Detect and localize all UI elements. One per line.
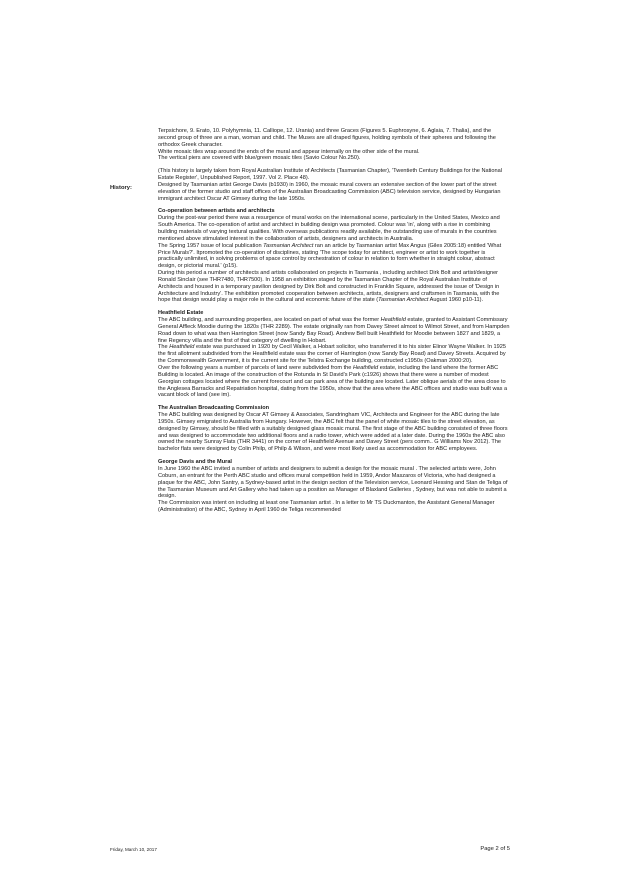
- section-heading: The Australian Broadcasting Commission: [158, 405, 270, 412]
- section-paragraph: Over the following years a number of parcels of land were subdivided from the Heathfield estate, including the land where the former ABC Building is located. An image of the construction of the Rotunda in St David's Park (c1926) shows that there were a number of modest Georgian cottages located where the current forecourt and car park area of the building are located. Later oblique aerials of the area close to the Anglesea Barracks and Repatriation hospital, dating from the 1950s, show that the area where the ABC offices and studio was built was a vacant block of land (see im).: [158, 365, 508, 399]
- section-paragraph: During this period a number of architects and artists collaborated on projects in Tasmania , including architect Dirk Bolt and artist/designer Ronald Sinclair (see THR7480, THR7500). In 1958 an exhibition staged by the Tasmanian Chapter of the Royal Australian Institute of Architects and housed in a temporary pavilion designed by Dirk Bolt and constructed in Franklin Square, addressed the issue of 'Design in Architecture and Industry'. The exhibition promoted cooperation between architects, artists, designers and craftsmen in Tasmania, with the hope that design would play a major role in the cultural and economic future of the state (Tasmanian Architect August 1960 p10-11).: [158, 270, 500, 304]
- section-heading: Heathfield Estate: [158, 310, 204, 317]
- section-paragraph: The Heathfield estate was purchased in 1920 by Cecil Walker, a Hobart solicitor, who transferred it to his sister Elinor Wayne Walker. In 1925 the first allotment subdivided from the Heathfield estate was the corner of Harrington (now Sandy Bay Road) and Davey Streets. Acquired by the Commonwealth Government, it is the current site for the Telstra Exchange building, constructed c1950s (Oakman 2000:20).: [158, 344, 506, 365]
- history-paragraph: (This history is largely taken from Royal Australian Institute of Architects (Tasmanian Chapter), 'Twentieth Century Buildings for the National Estate Register', Unpublished Report, 1997. Vol 2. Place 48).: [158, 168, 502, 182]
- section-paragraph: During the post-war period there was a resurgence of mural works on the international scene, particularly in the United States, Mexico and South America. The co-operation of artist and architect in building design was promoted. Colour was 'in', along with a rise in combining building materials of varying textural qualities. With overseas publications readily available, the outstanding use of murals in the countries mentioned above stimulated interest in the collaboration of artists, designers and architects in Australia.: [158, 215, 500, 242]
- section-paragraph: The ABC building, and surrounding properties, are located on part of what was the former Heathfield estate, granted to Assistant Commissary General Affleck Moodie during the 1820s (THR 2289). The estate originally ran from Davey Street almost to Wilmot Street, and from Hampden Road down to what was then Harrington Street (now Sandy Bay Road). Andrew Bell built Heathfield for Moodie between 1827 and 1829, a fine Regency villa and the first of that category of dwelling in Hobart.: [158, 317, 510, 344]
- section-paragraph: The Commission was intent on including at least one Tasmanian artist . In a letter to Mr TS Duckmanton, the Assistant General Manager (Administration) of the ABC, Sydney in April 1960 de Teliga recommended: [158, 500, 495, 514]
- history-paragraph: Designed by Tasmanian artist George Davis (b1930) in 1960, the mosaic mural covers an extensive section of the lower part of the street elevation of the former studio and staff offices of the Australian Broadcasting Commission (ABC) television service, designed by Hungarian immigrant architect Oscar AT Gimsey during the late 1950s.: [158, 181, 501, 202]
- document-body: [158, 128, 510, 514]
- intro-paragraph: White mosaic tiles wrap around the ends of the mural and appear internally on the other side of the mural.: [158, 148, 420, 155]
- intro-paragraph: The vertical piers are covered with blue/green mosaic tiles (Savio Colour No.250).: [158, 155, 361, 162]
- history-label: History:: [110, 185, 132, 191]
- section-paragraph: In June 1960 the ABC invited a number of artists and designers to submit a design for the mosaic mural . The selected artists were, John Coburn, an entrant for the Perth ABC studio and offices mural competition held in 1959, Andor Maszaros of Victoria, who had designed a plaque for the ABC, John Santry, a Sydney-based artist in the design section of the Television service, Leonard Hessing and Stan de Teliga of the Tasmanian Museum and Art Gallery who had taken up a position as Manager of Blaxland Galleries , Sydney, but was not able to submit a design.: [158, 465, 508, 500]
- footer-page-number: Page 2 of 5: [480, 846, 510, 852]
- section-heading: George Davis and the Mural: [158, 459, 232, 466]
- section-paragraph: The ABC building was designed by Oscar AT Gimsey & Associates, Sandringham VIC, Architects and Engineer for the ABC during the late 1950s. Gimsey emigrated to Australia from Hungary. However, the ABC felt that the panel of white mosaic tiles to the street elevation, as designed by Gimsey, should be filled with a suitably designed glass mosaic mural. The first stage of the ABC building consisted of three floors and was designed to accommodate two additional floors and a radio tower, which were added at a later date. During the 1960s the ABC also owned the nearby Sunray Flats (THR 3441) on the corner of Heathfield Avenue and Davey Street (pers comm.. G Williams Nov 2012). The bachelor flats were designed by Colin Philp, of Philp & Wilson, and were most likely used as accommodation for ABC employees.: [158, 412, 508, 453]
- footer-date: Friday, March 10, 2017: [110, 847, 157, 852]
- section-heading: Co-operation between artists and architects: [158, 208, 275, 215]
- intro-paragraph: Terpsichore, 9. Erato, 10. Polyhymnia, 11. Calliope, 12. Urania) and three Graces (Figures 5. Euphrosyne, 6. Aglaia, 7. Thalia), and the second group of three are a man, woman and child. The Muses are all draped figures, holding symbols of their spheres and following the orthodox Greek character.: [158, 128, 496, 148]
- section-paragraph: The Spring 1957 issue of local publication Tasmanian Architect ran an article by Tasmanian artist Max Angus (Giles 2005:18) entitled 'What Price Murals?'. Itpromoted the co-operation of disciplines, stating 'The scope today for architect, engineer or artist to work together is practically unlimited, in solving problems of space control by orchestration of colour in relation to form whether in straight colour, abstract design, or pictorial mural.' (p15).: [158, 242, 502, 270]
